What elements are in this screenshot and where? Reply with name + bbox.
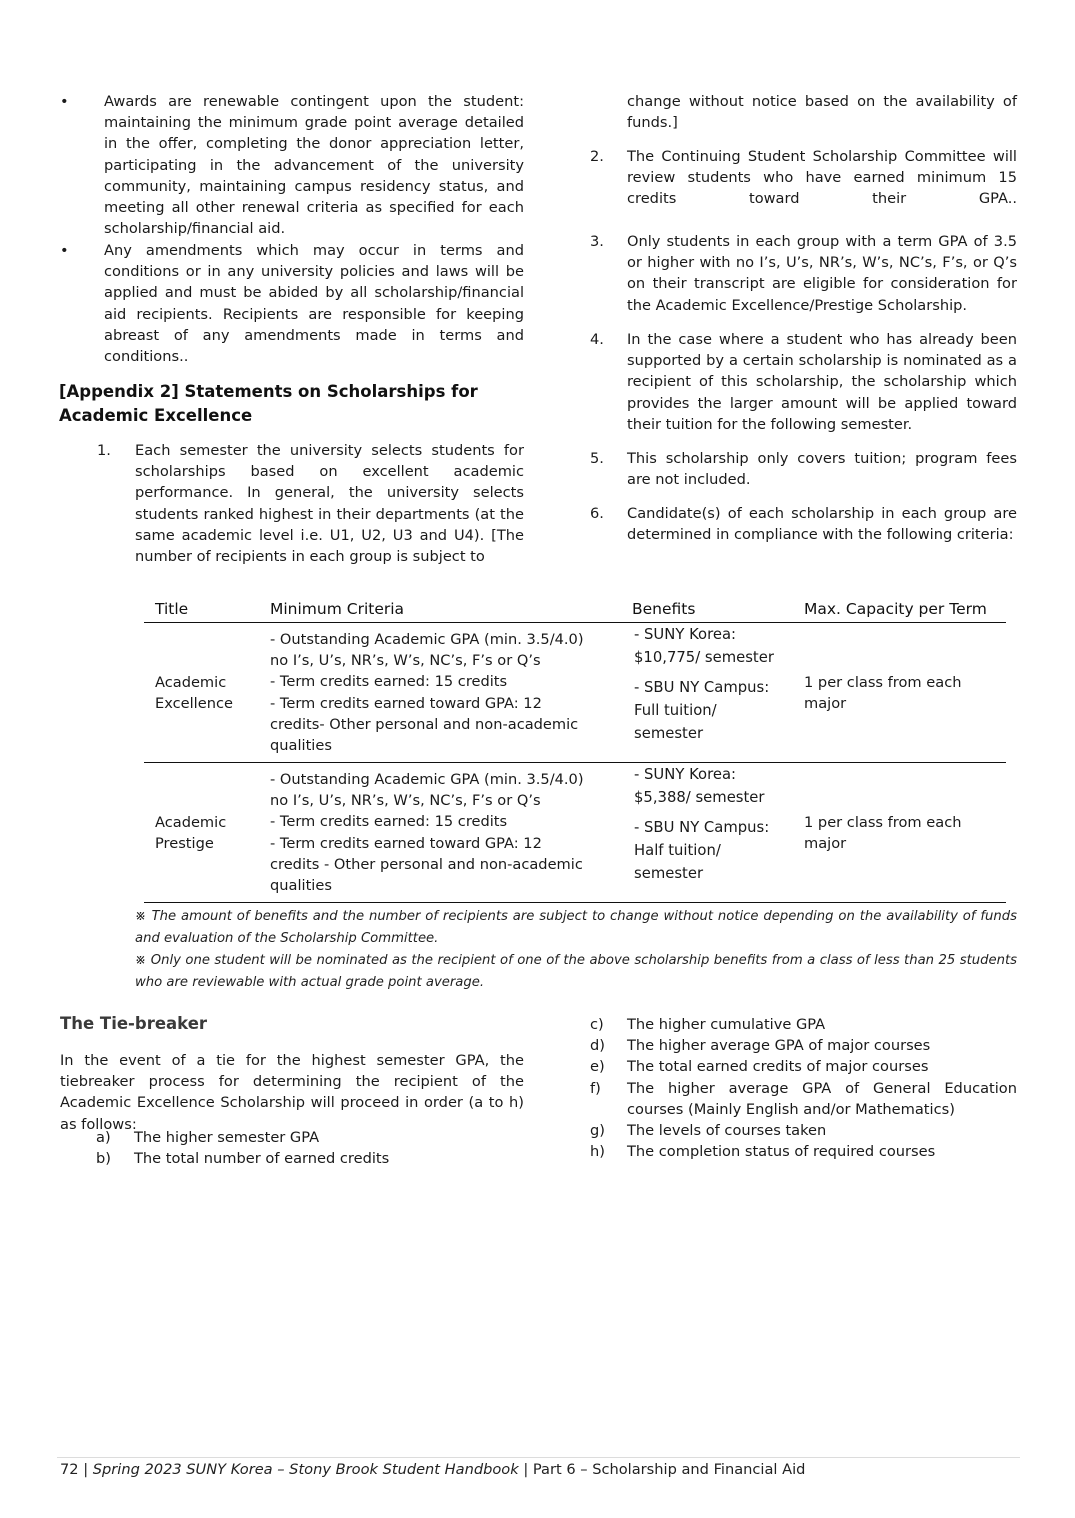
item-text: The higher cumulative GPA	[627, 1016, 826, 1033]
criteria-line: qualities	[270, 737, 332, 755]
table-row	[144, 763, 1006, 903]
tiebreaker-item	[590, 1120, 1017, 1141]
criteria-line: no I’s, U’s, NR’s, W’s, NC’s, F’s or Q’s	[270, 652, 541, 670]
bullet-icon: •	[60, 242, 69, 259]
table-note: ※ The amount of benefits and the number of recipients are subject to change without notice depending on the availability of funds and evaluation of the Scholarship Committee.	[135, 909, 1017, 946]
title-line: Academic	[155, 674, 227, 691]
appendix-item-6	[590, 503, 1017, 545]
cell-benefit-korea	[634, 763, 765, 809]
item-number: 2.	[590, 148, 604, 165]
item-text: change without notice based on the availability of funds.]	[627, 93, 1017, 132]
appendix-item-1-continued	[590, 91, 1017, 133]
tiebreaker-intro: In the event of a tie for the highest semester GPA, the tiebreaker process for determining the recipient of the Academic Excellence Scholarship will proceed in order (a to h) as follows:	[60, 1052, 524, 1133]
appendix-item-2	[590, 146, 1017, 210]
tiebreaker-item	[590, 1014, 1017, 1035]
bullet-icon: •	[60, 93, 69, 110]
item-label: g)	[590, 1122, 605, 1140]
benefit-line: semester	[634, 725, 704, 742]
item-text: The Continuing Student Scholarship Committee will review students who have earned minimum 15 credits toward their GPA..	[627, 148, 1017, 208]
tiebreaker-list-left	[96, 1127, 524, 1169]
header-title: Title	[155, 600, 189, 618]
title-line: Prestige	[155, 835, 214, 853]
item-number: 3.	[590, 233, 604, 250]
cell-capacity	[804, 672, 961, 714]
criteria-line: credits- Other personal and non-academic	[270, 715, 579, 733]
item-text: The total number of earned credits	[134, 1150, 390, 1168]
table-header	[144, 600, 1006, 623]
benefit-line: $5,388/ semester	[634, 789, 765, 806]
cell-criteria	[270, 769, 584, 896]
appendix-item-5	[590, 448, 1017, 490]
item-text: Each semester the university selects students for scholarships based on excellent academic performance. In general, the university selects students ranked highest in their departments (at the same academic level i.e. U1, U2, U3 and U4). [The number of recipients in each group is subject to	[135, 442, 524, 566]
criteria-line: - Outstanding Academic GPA (min. 3.5/4.0)	[270, 631, 584, 648]
appendix-heading-line1: [Appendix 2] Statements on Scholarships for	[59, 382, 478, 401]
cell-benefit-ny	[634, 816, 769, 885]
capacity-line: major	[804, 695, 847, 713]
header-minimum-criteria: Minimum Criteria	[270, 600, 405, 618]
tiebreaker-item	[590, 1056, 1017, 1077]
item-text: The levels of courses taken	[627, 1122, 827, 1140]
title-line: Academic	[155, 814, 227, 831]
item-text: The higher average GPA of major courses	[627, 1037, 931, 1055]
item-text: The higher average GPA of General Education courses (Mainly English and/or Mathematics)	[627, 1079, 1017, 1118]
criteria-line: - Term credits earned: 15 credits	[270, 673, 508, 691]
tiebreaker-item	[590, 1035, 1017, 1056]
handbook-title: Spring 2023 SUNY Korea – Stony Brook Student Handbook	[92, 1461, 519, 1478]
cell-criteria	[270, 629, 584, 756]
table-row	[144, 623, 1006, 763]
benefit-line: $10,775/ semester	[634, 649, 774, 666]
section-title: Part 6 – Scholarship and Financial Aid	[532, 1461, 806, 1478]
item-number: 6.	[590, 505, 604, 522]
appendix-item-3	[590, 231, 1017, 316]
cell-benefit-korea	[634, 623, 774, 669]
footer-separator: |	[83, 1461, 89, 1478]
criteria-line: no I’s, U’s, NR’s, W’s, NC’s, F’s or Q’s	[270, 792, 541, 810]
appendix-item-4	[590, 329, 1017, 435]
tiebreaker-item	[590, 1078, 1017, 1120]
criteria-line: qualities	[270, 877, 332, 895]
criteria-line: credits - Other personal and non-academic	[270, 855, 583, 873]
criteria-line: - Term credits earned toward GPA: 12	[270, 834, 542, 852]
item-label: d)	[590, 1037, 605, 1055]
capacity-line: major	[804, 835, 847, 853]
title-line: Excellence	[155, 695, 233, 713]
bullet-item-renewal	[60, 91, 524, 239]
cell-capacity	[804, 812, 961, 854]
tiebreaker-heading: The Tie-breaker	[60, 1014, 208, 1033]
benefit-line: Full tuition/	[634, 702, 717, 719]
criteria-line: - Term credits earned toward GPA: 12	[270, 694, 542, 712]
bullet-item-amendments	[60, 240, 524, 367]
criteria-line: - Term credits earned: 15 credits	[270, 813, 508, 831]
item-number: 1.	[97, 442, 111, 459]
item-label: e)	[590, 1058, 605, 1076]
tiebreaker-list-right	[590, 1014, 1017, 1162]
item-text: The total earned credits of major courses	[627, 1058, 929, 1076]
table-notes	[135, 906, 1017, 994]
benefit-line: - SBU NY Campus:	[634, 819, 770, 836]
item-label: c)	[590, 1016, 604, 1033]
table-note: ※ Only one student will be nominated as the recipient of one of the above scholarship benefits from a class of less than 25 students who are reviewable with actual grade point average.	[135, 953, 1017, 990]
tiebreaker-item	[96, 1148, 524, 1169]
item-label: b)	[96, 1150, 111, 1168]
footer-separator: |	[523, 1461, 529, 1478]
item-text: The higher semester GPA	[134, 1129, 320, 1146]
benefit-line: - SUNY Korea:	[634, 626, 737, 643]
page-footer	[60, 1461, 805, 1478]
criteria-line: - Outstanding Academic GPA (min. 3.5/4.0)	[270, 771, 584, 788]
bullet-text: Any amendments which may occur in terms and conditions or in any university policies and laws will be applied and must be abided by all scholarship/financial aid recipients. Recipients are responsible for keeping abreast of any amendments made in terms and conditions..	[104, 242, 524, 366]
cell-title	[155, 812, 226, 854]
item-text: In the case where a student who has already been supported by a certain scholarship is nominated as a recipient of this scholarship, the scholarship which provides the larger amount will be applied toward their tuition for the following semester.	[627, 331, 1017, 433]
item-text: This scholarship only covers tuition; program fees are not included.	[627, 450, 1017, 489]
cell-title	[155, 672, 233, 714]
item-text: Candidate(s) of each scholarship in each group are determined in compliance with the following criteria:	[627, 505, 1017, 544]
item-label: a)	[96, 1129, 111, 1146]
tiebreaker-item	[96, 1127, 524, 1148]
page-number: 72	[60, 1461, 79, 1478]
benefit-line: Half tuition/	[634, 842, 721, 859]
capacity-line: 1 per class from each	[804, 674, 962, 691]
header-max-capacity: Max. Capacity per Term	[804, 600, 987, 618]
benefit-line: - SUNY Korea:	[634, 766, 737, 783]
item-text: The completion status of required courses	[627, 1143, 936, 1161]
item-text: Only students in each group with a term GPA of 3.5 or higher with no I’s, U’s, NR’s, W’s, NC’s, F’s, or Q’s on their transcript are eligible for consideration for the Academic Excellence/Prestige Scholarship.	[627, 233, 1017, 314]
item-number: 5.	[590, 450, 604, 467]
bullet-text: Awards are renewable contingent upon the student: maintaining the minimum grade point average detailed in the offer, completing the donor appreciation letter, participating in the advancement of the university community, maintaining campus residency status, and meeting all other renewal criteria as specified for each scholarship/financial aid.	[104, 93, 524, 238]
header-benefits: Benefits	[632, 600, 696, 618]
item-number: 4.	[590, 331, 604, 348]
cell-benefit-ny	[634, 676, 769, 745]
appendix-heading	[59, 380, 529, 428]
benefit-line: semester	[634, 865, 704, 882]
appendix-heading-line2: Academic Excellence	[59, 406, 253, 425]
benefit-line: - SBU NY Campus:	[634, 679, 770, 696]
footer-divider	[57, 1457, 1020, 1458]
capacity-line: 1 per class from each	[804, 814, 962, 831]
appendix-item-1	[97, 440, 524, 567]
item-label: f)	[590, 1079, 601, 1097]
item-label: h)	[590, 1143, 605, 1161]
scholarship-table	[144, 600, 1006, 903]
tiebreaker-item	[590, 1141, 1017, 1162]
